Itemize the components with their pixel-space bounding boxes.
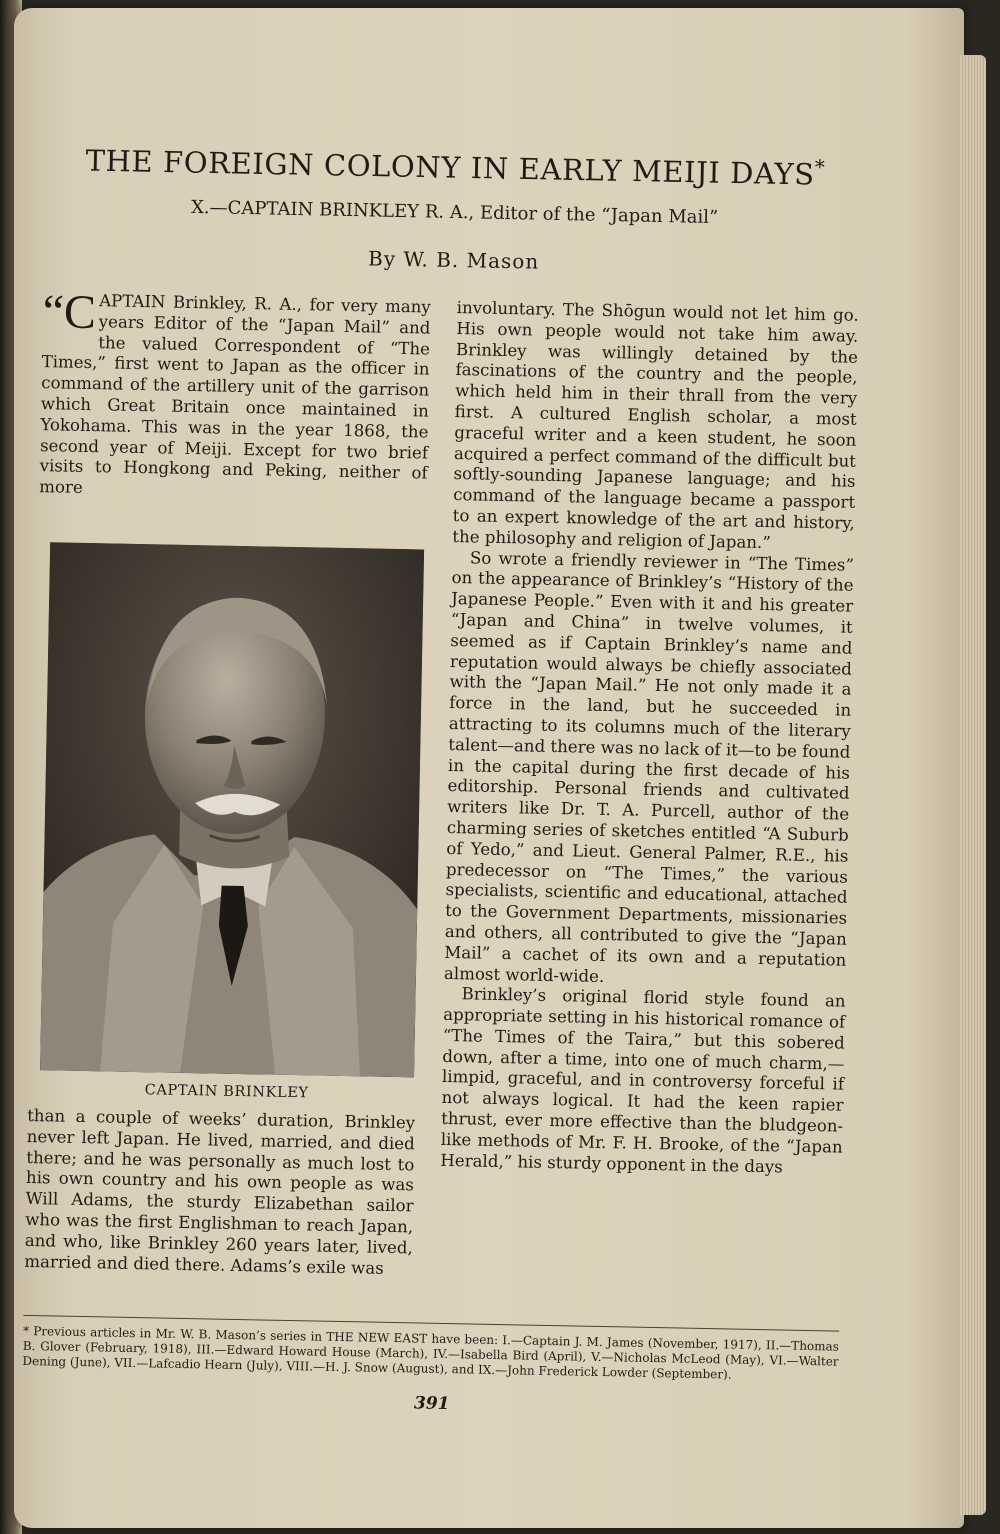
opening-text: APTAIN Brinkley, R. A., for very many years Editor of the “Japan Mail” and the valued Correspondent of “The Times,” first went to Japan as the officer in command of the artillery unit of the garrison which Great Britain once maintained in Yokohama. This was in the year 1868, the second year of Meiji. Except for two brief visits to Hongkong and Peking, neither of more (39, 291, 431, 498)
page-edges (960, 55, 986, 1515)
portrait-photo (40, 542, 424, 1077)
right-paragraph-2: So wrote a friendly reviewer in “The Times” on the appearance of Brinkley’s “History of the Japanese People.” Even with it and his greater “Japan and China” in twelve volumes, it seemed as if Captain Brinkley’s name and reputation would always be chiefly associated with the “Japan Mail.” He not only made it a force in the land, but he succeeded in attracting to its columns much of the literary talent—and there was no lack of it—to be found in the capital during the first decade of his editorship. Personal friends and cultivated writers like Dr. T. A. Purcell, author of the charming series of sketches entitled “A Suburb of Yedo,” and Lieut. General Palmer, R.E., his predecessor on “The Times,” the various specialists, scientific and educational, attached to the Government Departments, missionaries and others, all contributed to give the “Japan Mail” a cachet of its own and a reputation almost world-wide. (443, 547, 855, 986)
article (21, 132, 866, 1448)
right-paragraph-1: involuntary. The Shōgun would not let him go. His own people would not take him away. Brinkley was willingly detained by the fascinations of the country and the people, which held him in their thrall from the very first. A cultured English scholar, a most graceful writer and a keen student, he soon acquired a perfect command of the difficult but softly-sounding Japanese language; and his command of the language became a passport to an expert knowledge of the art and history, the philosophy and religion of Japan.” (452, 298, 859, 552)
continuation-paragraph: than a couple of weeks’ duration, Brinkley never left Japan. He lived, married, and died there; and he was personally as much lost to his own country and his own people as was Will Adams, the sturdy Elizabethan sailor who was the first Englishman to reach Japan, and who, like Brinkley 260 years later, lived, married and died there. Adams’s exile was (24, 1105, 416, 1278)
title-text: THE FOREIGN COLONY IN EARLY MEIJI DAYS (85, 143, 815, 192)
article-title (45, 140, 866, 192)
footnote-marker: * (814, 154, 826, 180)
right-paragraph-3: Brinkley’s original florid style found an appropriate setting in his historical romance of “The Times of the Taira,” but this sobered down, after a time, into one of much charm,—limpid, graceful, and in controversy forceful if not always logical. It had the keen rapier thrust, ever more effective than the bludgeon-like methods of Mr. F. H. Brooke, of the “Japan Herald,” his sturdy opponent in the days (440, 984, 846, 1177)
right-column (440, 298, 859, 1179)
portrait-illustration (40, 542, 424, 1077)
author-byline: By W. B. Mason (367, 246, 540, 274)
left-column-top (39, 285, 431, 505)
opening-paragraph (39, 285, 431, 505)
footnote: * Previous articles in Mr. W. B. Mason’s series in THE NEW EAST have been: I.—Captain J. M. James (November, 1917), II.—Thomas B. Glover (February, 1918), III.—Edward Howard House (March), IV.—Isabella Bird (April), V.—Nicholas McLeod (May), VI.—Walter Dening (June), VII.—Lafcadio Hearn (July), VIII.—H. J. Snow (August), and IX.—John Frederick Lowder (September). (22, 1323, 840, 1382)
photo-caption: CAPTAIN BRINKLEY (144, 1082, 309, 1102)
left-column-bottom (24, 1106, 415, 1280)
page-number: 391 (413, 1393, 450, 1415)
drop-cap: “C (42, 285, 97, 340)
article-subtitle: X.—CAPTAIN BRINKLEY R. A., Editor of the “Japan Mail” (190, 196, 719, 229)
